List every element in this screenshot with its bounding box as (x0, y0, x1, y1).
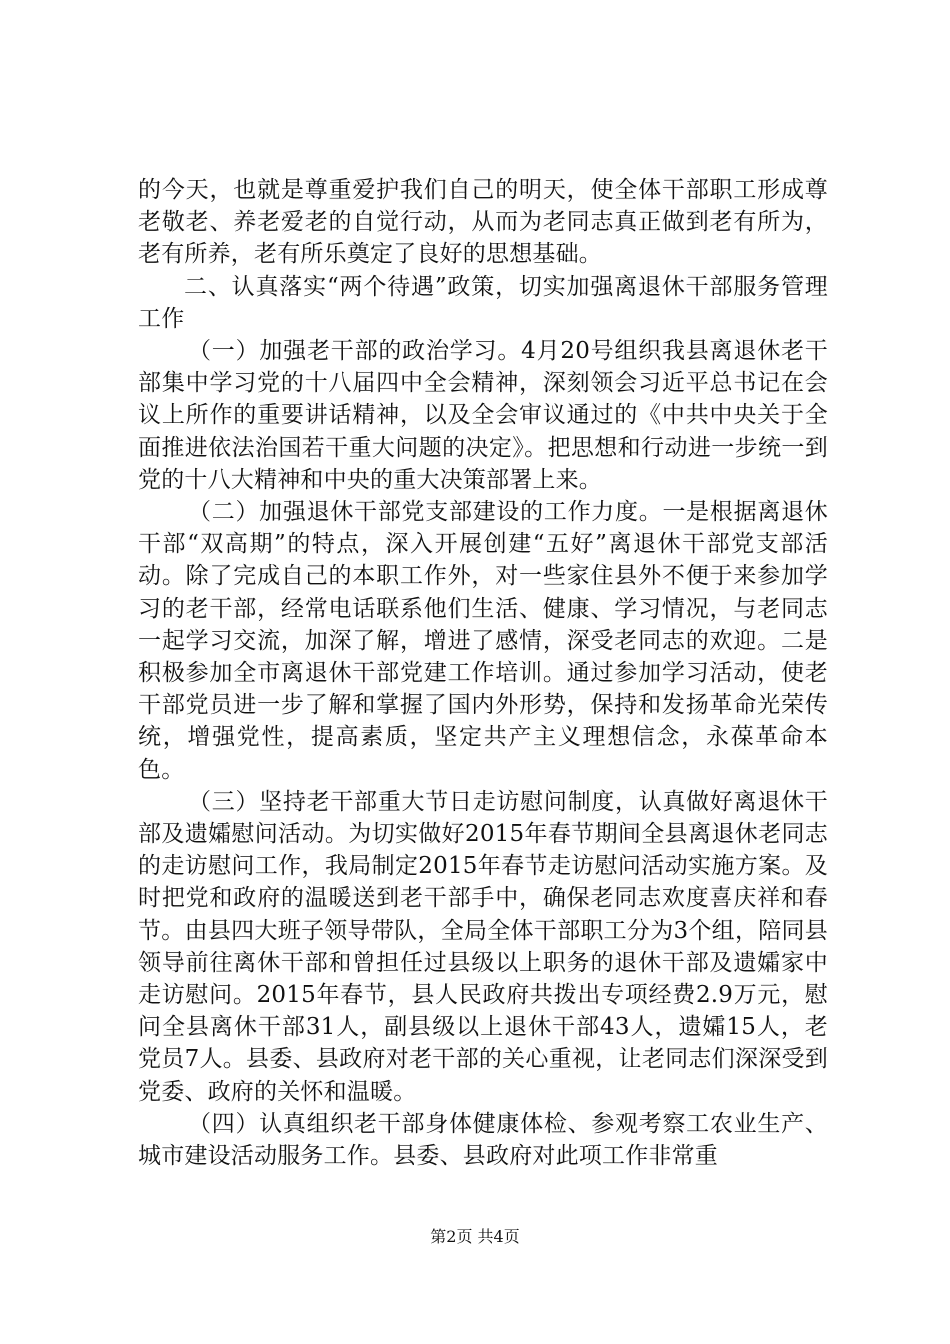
paragraph-political-study: （一）加强老干部的政治学习。4月20号组织我县离退休老干部集中学习党的十八届四中全会精神，深刻领会习近平总书记在会议上所作的重要讲话精神，以及全会审议通过的《中共中央关于全面推进依法治国若干重大问题的决定》。把思想和行动进一步统一到党的十八大精神和中央的重大决策部署上来。 (138, 338, 828, 493)
document-body (138, 174, 828, 1172)
section-heading: 二、认真落实“两个待遇”政策，切实加强离退休干部服务管理工作 (138, 273, 828, 332)
paragraph-health-checkup: （四）认真组织老干部身体健康体检、参观考察工农业生产、城市建设活动服务工作。县委、县政府对此项工作非常重 (138, 1110, 828, 1170)
page-footer: 第2页 共4页 (430, 1227, 520, 1246)
paragraph-holiday-visits: （三）坚持老干部重大节日走访慰问制度，认真做好离退休干部及遗孀慰问活动。为切实做好2015年春节期间全县离退休老同志的走访慰问工作，我局制定2015年春节走访慰问活动实施方案。及时把党和政府的温暖送到老干部手中，确保老同志欢度喜庆祥和春节。由县四大班子领导带队，全局全体干部职工分为3个组，陪同县领导前往离休干部和曾担任过县级以上职务的退休干部及遗孀家中走访慰问。2015年春节，县人民政府共拨出专项经费2.9万元，慰问全县离休干部31人，副县级以上退休干部43人，遗孀15人，老党员7人。县委、县政府对老干部的关心重视，让老同志们深深受到党委、政府的关怀和温暖。 (138, 788, 828, 1105)
paragraph-continuation: 的今天，也就是尊重爱护我们自己的明天，使全体干部职工形成尊老敬老、养老爱老的自觉行动，从而为老同志真正做到老有所为，老有所养，老有所乐奠定了良好的思想基础。 (138, 177, 828, 268)
paragraph-party-branch: （二）加强退休干部党支部建设的工作力度。一是根据离退休干部“双高期”的特点，深入开展创建“五好”离退休干部党支部活动。除了完成自己的本职工作外，对一些家住县外不便于来参加学习的老干部，经常电话联系他们生活、健康、学习情况，与老同志一起学习交流，加深了解，增进了感情，深受老同志的欢迎。二是积极参加全市离退休干部党建工作培训。通过参加学习活动，使老干部党员进一步了解和掌握了国内外形势，保持和发扬革命光荣传统，增强党性，提高素质，坚定共产主义理想信念，永葆革命本色。 (138, 499, 828, 783)
